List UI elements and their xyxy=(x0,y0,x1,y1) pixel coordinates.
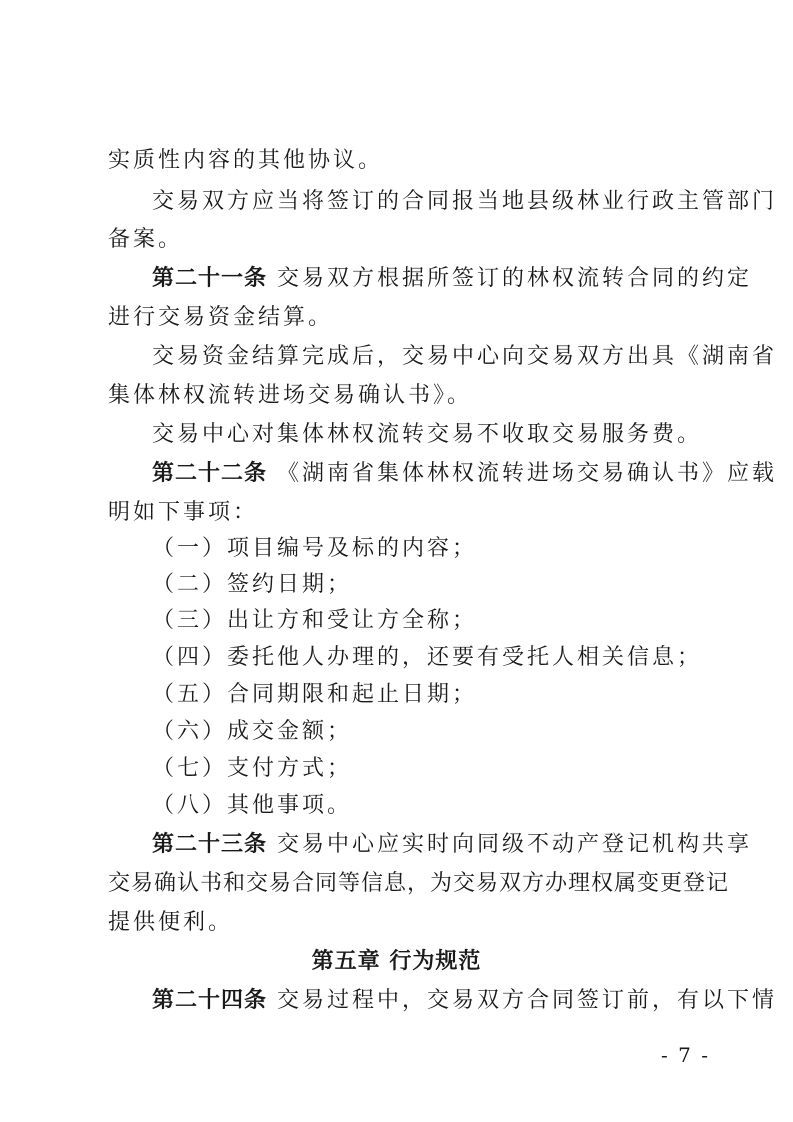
article-21-line xyxy=(152,261,753,297)
page-number: - 7 - xyxy=(661,1043,710,1067)
list-item xyxy=(152,714,693,750)
body-line xyxy=(108,495,693,531)
line-text: 进行交易资金结算。 xyxy=(108,305,334,330)
line-text: 实质性内容的其他协议。 xyxy=(108,148,384,173)
list-item xyxy=(152,751,693,787)
line-text: 备案。 xyxy=(108,227,184,252)
list-item xyxy=(152,677,693,713)
body-line xyxy=(152,339,778,375)
list-item xyxy=(152,531,693,567)
body-line xyxy=(108,143,693,179)
chapter-title: 第五章 行为规范 xyxy=(311,949,482,974)
body-line xyxy=(152,417,703,453)
line-text: 交易确认书和交易合同等信息，为交易双方办理权属变更登记 xyxy=(108,871,730,896)
body-line xyxy=(108,378,693,414)
line-text: 提供便利。 xyxy=(108,910,234,935)
line-text: （二）签约日期； xyxy=(152,572,353,597)
article-23-line xyxy=(152,827,753,863)
article-number: 第二十一条 xyxy=(152,266,268,291)
body-line xyxy=(108,300,693,336)
line-text: （六）成交金额； xyxy=(152,719,353,744)
line-text: 集体林权流转进场交易确认书》。 xyxy=(108,383,473,408)
line-text: （七）支付方式； xyxy=(152,756,353,781)
line-text: 交易过程中，交易双方合同签订前，有以下情 xyxy=(277,988,778,1013)
list-item xyxy=(152,788,693,824)
line-text: 交易双方应当将签订的合同报当地县级林业行政主管部门 xyxy=(152,189,778,214)
line-text: （四）委托他人办理的，还要有受托人相关信息； xyxy=(152,645,703,670)
body-line xyxy=(152,184,778,220)
article-24-line xyxy=(152,983,778,1019)
line-text: 交易资金结算完成后，交易中心向交易双方出具《湖南省 xyxy=(152,344,778,369)
list-item xyxy=(152,640,703,676)
line-text: 《湖南省集体林权流转进场交易确认书》应载 xyxy=(277,461,778,486)
line-text: 交易双方根据所签订的林权流转合同的约定 xyxy=(277,266,753,291)
line-text: 交易中心应实时向同级不动产登记机构共享 xyxy=(277,832,753,857)
line-text: 交易中心对集体林权流转交易不收取交易服务费。 xyxy=(152,422,703,447)
line-text: （一）项目编号及标的内容； xyxy=(152,536,478,561)
body-line xyxy=(108,866,730,902)
list-item xyxy=(152,603,693,639)
line-text: （八）其他事项。 xyxy=(152,793,353,818)
line-text: 明如下事项： xyxy=(108,500,259,525)
article-number: 第二十四条 xyxy=(152,988,268,1013)
line-text: （五）合同期限和起止日期； xyxy=(152,682,478,707)
body-line xyxy=(108,222,693,258)
article-22-line xyxy=(152,456,778,492)
list-item xyxy=(152,567,693,603)
article-number: 第二十三条 xyxy=(152,832,268,857)
article-number: 第二十二条 xyxy=(152,461,268,486)
line-text: （三）出让方和受让方全称； xyxy=(152,608,478,633)
body-line xyxy=(108,905,693,941)
